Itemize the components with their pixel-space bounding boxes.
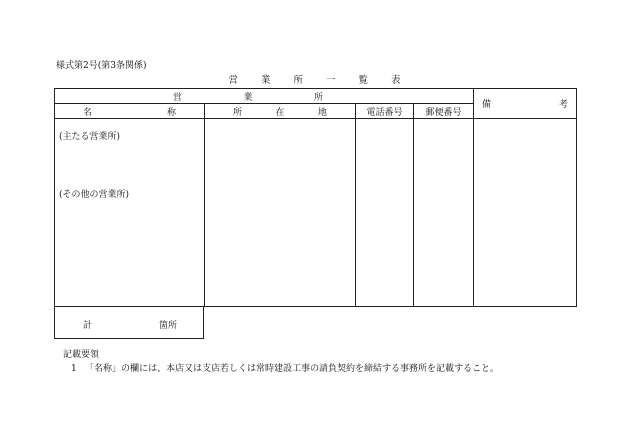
main-office-label: (主たる営業所) (59, 132, 121, 142)
total-label: 計 (83, 321, 93, 331)
header-char: 営 (173, 92, 183, 103)
title-char: 営 (228, 75, 239, 86)
remarks-header (474, 89, 577, 119)
header-char: 所 (314, 92, 324, 103)
title-char: 一 (326, 75, 337, 86)
office-list-table (54, 88, 577, 307)
address-column-body (205, 119, 356, 307)
form-number-label: 様式第2号(第3条関係) (56, 61, 147, 71)
header-char: 所 (233, 107, 243, 118)
header-char: 名 (83, 107, 93, 118)
address-column-header (205, 104, 356, 119)
header-char: 称 (166, 107, 176, 118)
header-char: 考 (559, 100, 569, 110)
remarks-column-body (474, 119, 577, 307)
total-unit-label: 箇所 (159, 321, 178, 331)
title-char: 所 (293, 75, 304, 86)
name-column-header (55, 104, 205, 119)
phone-column-body (356, 119, 414, 307)
note-number: 1 (71, 364, 77, 374)
title-char: 表 (391, 75, 402, 86)
notes-heading: 記載要領 (63, 350, 100, 360)
phone-column-header: 電話番号 (356, 104, 414, 119)
header-char: 備 (482, 100, 492, 110)
total-count-box (54, 307, 204, 339)
note-item (71, 361, 499, 374)
header-char: 業 (243, 92, 253, 103)
other-office-label: (その他の営業所) (59, 190, 130, 200)
name-column-body (55, 119, 205, 307)
header-char: 在 (275, 107, 285, 118)
header-char: 地 (317, 107, 327, 118)
postal-column-header: 郵便番号 (414, 104, 474, 119)
postal-column-body (414, 119, 474, 307)
title-char: 業 (260, 75, 272, 86)
offices-group-header (55, 89, 474, 104)
document-title (0, 72, 630, 86)
note-text: 「名称」の欄には、本店又は支店若しくは常時建設工事の請負契約を締結する事務所を記載すること。 (85, 364, 500, 374)
title-char: 覧 (358, 75, 370, 86)
